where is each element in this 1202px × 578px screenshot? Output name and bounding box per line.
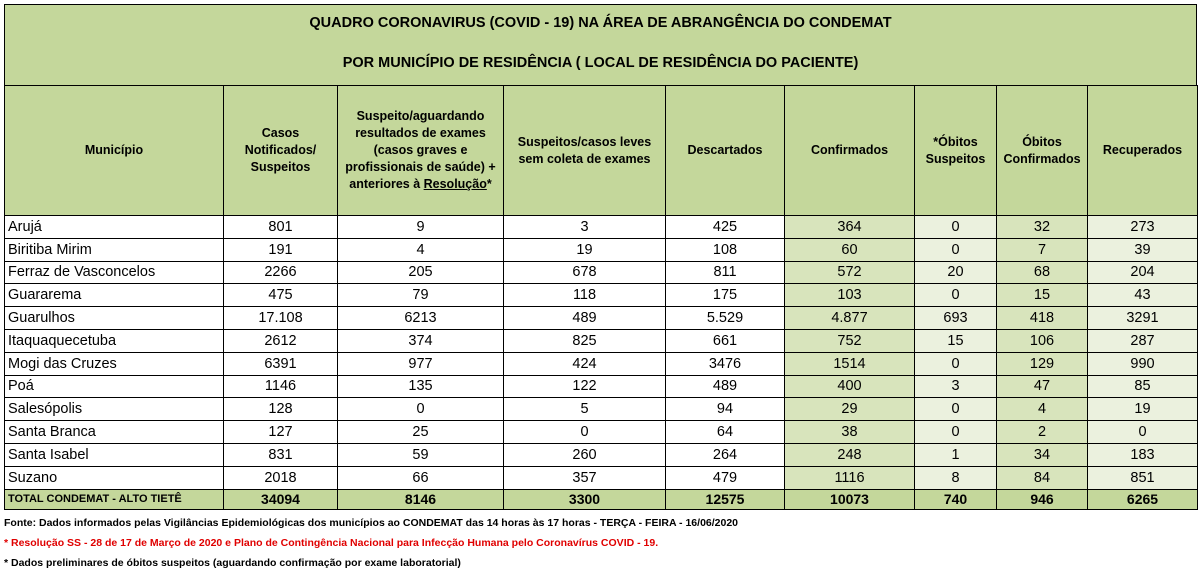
cell-recuperados: 85 bbox=[1088, 375, 1198, 398]
cell-leves: 489 bbox=[504, 307, 666, 330]
cell-obitos-confirmados: 47 bbox=[997, 375, 1088, 398]
cell-obitos-suspeitos: 1 bbox=[915, 443, 997, 466]
cell-municipio: Itaquaquecetuba bbox=[5, 329, 224, 352]
cell-descartados: 489 bbox=[666, 375, 785, 398]
col-header-obitos-confirmados: Óbitos Confirmados bbox=[997, 86, 1088, 216]
suspeito-header-asterisk: * bbox=[486, 177, 492, 191]
cell-confirmados: 400 bbox=[785, 375, 915, 398]
cell-descartados: 5.529 bbox=[666, 307, 785, 330]
cell-suspeito: 9 bbox=[338, 216, 504, 239]
col-header-confirmados: Confirmados bbox=[785, 86, 915, 216]
suspeito-header-text: Suspeito/aguardando resultados de exames (casos graves e profissionais de saúde) + anteriores à bbox=[345, 109, 496, 191]
cell-confirmados: 1116 bbox=[785, 466, 915, 489]
table-row bbox=[5, 307, 1198, 330]
cell-leves: 825 bbox=[504, 329, 666, 352]
cell-obitos-confirmados: 32 bbox=[997, 216, 1088, 239]
note-fonte: Fonte: Dados informados pelas Vigilâncias Epidemiológicas dos municípios ao CONDEMAT das 14 horas às 17 horas - TERÇA - FEIRA - 16/06/2020 bbox=[4, 516, 739, 529]
cell-obitos-suspeitos: 0 bbox=[915, 352, 997, 375]
cell-leves: 19 bbox=[504, 238, 666, 261]
table-row bbox=[5, 466, 1198, 489]
cell-suspeito: 205 bbox=[338, 261, 504, 284]
total-confirmados: 10073 bbox=[785, 489, 915, 509]
cell-municipio: Guarulhos bbox=[5, 307, 224, 330]
cell-leves: 357 bbox=[504, 466, 666, 489]
cell-confirmados: 572 bbox=[785, 261, 915, 284]
cell-obitos-confirmados: 4 bbox=[997, 398, 1088, 421]
covid-report bbox=[4, 4, 1197, 573]
cell-obitos-confirmados: 84 bbox=[997, 466, 1088, 489]
cell-municipio: Mogi das Cruzes bbox=[5, 352, 224, 375]
total-suspeito: 8146 bbox=[338, 489, 504, 509]
cell-confirmados: 752 bbox=[785, 329, 915, 352]
cell-confirmados: 1514 bbox=[785, 352, 915, 375]
title-line-2: POR MUNICÍPIO DE RESIDÊNCIA ( LOCAL DE RESIDÊNCIA DO PACIENTE) bbox=[342, 55, 859, 71]
cell-recuperados: 39 bbox=[1088, 238, 1198, 261]
cell-casos: 831 bbox=[224, 443, 338, 466]
cell-municipio: Santa Branca bbox=[5, 421, 224, 444]
cases-table bbox=[4, 85, 1198, 510]
cell-descartados: 3476 bbox=[666, 352, 785, 375]
cell-recuperados: 990 bbox=[1088, 352, 1198, 375]
cell-recuperados: 851 bbox=[1088, 466, 1198, 489]
cell-casos: 2018 bbox=[224, 466, 338, 489]
cell-suspeito: 135 bbox=[338, 375, 504, 398]
cell-suspeito: 6213 bbox=[338, 307, 504, 330]
col-header-recuperados: Recuperados bbox=[1088, 86, 1198, 216]
table-row bbox=[5, 284, 1198, 307]
cell-descartados: 479 bbox=[666, 466, 785, 489]
cell-casos: 17.108 bbox=[224, 307, 338, 330]
cell-municipio: Santa Isabel bbox=[5, 443, 224, 466]
cell-confirmados: 103 bbox=[785, 284, 915, 307]
cell-obitos-confirmados: 68 bbox=[997, 261, 1088, 284]
cell-suspeito: 374 bbox=[338, 329, 504, 352]
cell-suspeito: 66 bbox=[338, 466, 504, 489]
cell-leves: 0 bbox=[504, 421, 666, 444]
cell-descartados: 94 bbox=[666, 398, 785, 421]
cell-recuperados: 0 bbox=[1088, 421, 1198, 444]
cell-casos: 128 bbox=[224, 398, 338, 421]
col-header-casos: Casos Notificados/ Suspeitos bbox=[224, 86, 338, 216]
note-resolucao: * Resolução SS - 28 de 17 de Março de 2020 e Plano de Contingência Nacional para Infecção Humana pelo Coronavírus COVID - 19. bbox=[4, 536, 659, 549]
cell-leves: 122 bbox=[504, 375, 666, 398]
cell-obitos-confirmados: 15 bbox=[997, 284, 1088, 307]
table-row bbox=[5, 238, 1198, 261]
total-descartados: 12575 bbox=[666, 489, 785, 509]
cell-descartados: 108 bbox=[666, 238, 785, 261]
cell-municipio: Salesópolis bbox=[5, 398, 224, 421]
cell-obitos-suspeitos: 693 bbox=[915, 307, 997, 330]
cell-descartados: 811 bbox=[666, 261, 785, 284]
cell-recuperados: 3291 bbox=[1088, 307, 1198, 330]
cell-leves: 3 bbox=[504, 216, 666, 239]
cell-leves: 678 bbox=[504, 261, 666, 284]
header-row bbox=[5, 86, 1198, 216]
cell-obitos-confirmados: 106 bbox=[997, 329, 1088, 352]
cell-casos: 2266 bbox=[224, 261, 338, 284]
table-row bbox=[5, 421, 1198, 444]
cell-obitos-suspeitos: 0 bbox=[915, 398, 997, 421]
table-row bbox=[5, 216, 1198, 239]
col-header-descartados: Descartados bbox=[666, 86, 785, 216]
table-row bbox=[5, 261, 1198, 284]
cell-obitos-confirmados: 7 bbox=[997, 238, 1088, 261]
cell-suspeito: 977 bbox=[338, 352, 504, 375]
total-label: TOTAL CONDEMAT - ALTO TIETÊ bbox=[5, 489, 224, 509]
cell-recuperados: 273 bbox=[1088, 216, 1198, 239]
cell-suspeito: 59 bbox=[338, 443, 504, 466]
cell-municipio: Arujá bbox=[5, 216, 224, 239]
cell-confirmados: 60 bbox=[785, 238, 915, 261]
cell-obitos-confirmados: 34 bbox=[997, 443, 1088, 466]
cell-recuperados: 183 bbox=[1088, 443, 1198, 466]
cell-municipio: Ferraz de Vasconcelos bbox=[5, 261, 224, 284]
cell-recuperados: 19 bbox=[1088, 398, 1198, 421]
resolucao-underline: Resolução bbox=[423, 177, 487, 191]
cell-descartados: 661 bbox=[666, 329, 785, 352]
total-row bbox=[5, 489, 1198, 509]
table-row bbox=[5, 398, 1198, 421]
total-recuperados: 6265 bbox=[1088, 489, 1198, 509]
table-row bbox=[5, 443, 1198, 466]
cell-suspeito: 4 bbox=[338, 238, 504, 261]
cell-casos: 127 bbox=[224, 421, 338, 444]
cell-municipio: Poá bbox=[5, 375, 224, 398]
cell-obitos-suspeitos: 3 bbox=[915, 375, 997, 398]
cell-municipio: Suzano bbox=[5, 466, 224, 489]
cell-descartados: 264 bbox=[666, 443, 785, 466]
cell-casos: 191 bbox=[224, 238, 338, 261]
cell-leves: 118 bbox=[504, 284, 666, 307]
footnotes bbox=[4, 513, 1197, 573]
cell-casos: 6391 bbox=[224, 352, 338, 375]
cell-recuperados: 204 bbox=[1088, 261, 1198, 284]
table-row bbox=[5, 329, 1198, 352]
cell-obitos-suspeitos: 0 bbox=[915, 216, 997, 239]
table-row bbox=[5, 352, 1198, 375]
cell-obitos-suspeitos: 0 bbox=[915, 421, 997, 444]
cell-suspeito: 79 bbox=[338, 284, 504, 307]
cell-municipio: Biritiba Mirim bbox=[5, 238, 224, 261]
cell-confirmados: 4.877 bbox=[785, 307, 915, 330]
cell-obitos-confirmados: 2 bbox=[997, 421, 1088, 444]
cell-confirmados: 29 bbox=[785, 398, 915, 421]
table-row bbox=[5, 375, 1198, 398]
cell-descartados: 425 bbox=[666, 216, 785, 239]
cell-descartados: 175 bbox=[666, 284, 785, 307]
cell-casos: 801 bbox=[224, 216, 338, 239]
col-header-obitos-suspeitos: *Óbitos Suspeitos bbox=[915, 86, 997, 216]
cell-recuperados: 287 bbox=[1088, 329, 1198, 352]
cell-obitos-confirmados: 418 bbox=[997, 307, 1088, 330]
total-casos: 34094 bbox=[224, 489, 338, 509]
cell-leves: 5 bbox=[504, 398, 666, 421]
cell-obitos-suspeitos: 15 bbox=[915, 329, 997, 352]
total-obitos-confirmados: 946 bbox=[997, 489, 1088, 509]
col-header-municipio: Município bbox=[5, 86, 224, 216]
cell-leves: 424 bbox=[504, 352, 666, 375]
cell-obitos-suspeitos: 0 bbox=[915, 284, 997, 307]
cell-municipio: Guararema bbox=[5, 284, 224, 307]
report-title bbox=[4, 4, 1197, 85]
cell-confirmados: 38 bbox=[785, 421, 915, 444]
table-body bbox=[5, 216, 1198, 490]
cell-recuperados: 43 bbox=[1088, 284, 1198, 307]
total-obitos-suspeitos: 740 bbox=[915, 489, 997, 509]
total-leves: 3300 bbox=[504, 489, 666, 509]
col-header-suspeito bbox=[338, 86, 504, 216]
note-preliminares: * Dados preliminares de óbitos suspeitos (aguardando confirmação por exame laboratorial) bbox=[4, 556, 461, 569]
cell-obitos-confirmados: 129 bbox=[997, 352, 1088, 375]
cell-suspeito: 25 bbox=[338, 421, 504, 444]
col-header-leves: Suspeitos/casos leves sem coleta de exames bbox=[504, 86, 666, 216]
cell-obitos-suspeitos: 20 bbox=[915, 261, 997, 284]
cell-suspeito: 0 bbox=[338, 398, 504, 421]
cell-descartados: 64 bbox=[666, 421, 785, 444]
cell-leves: 260 bbox=[504, 443, 666, 466]
cell-obitos-suspeitos: 8 bbox=[915, 466, 997, 489]
cell-casos: 2612 bbox=[224, 329, 338, 352]
cell-casos: 475 bbox=[224, 284, 338, 307]
cell-confirmados: 364 bbox=[785, 216, 915, 239]
title-line-1: QUADRO CORONAVIRUS (COVID - 19) NA ÁREA DE ABRANGÊNCIA DO CONDEMAT bbox=[309, 15, 892, 31]
cell-casos: 1146 bbox=[224, 375, 338, 398]
cell-confirmados: 248 bbox=[785, 443, 915, 466]
cell-obitos-suspeitos: 0 bbox=[915, 238, 997, 261]
